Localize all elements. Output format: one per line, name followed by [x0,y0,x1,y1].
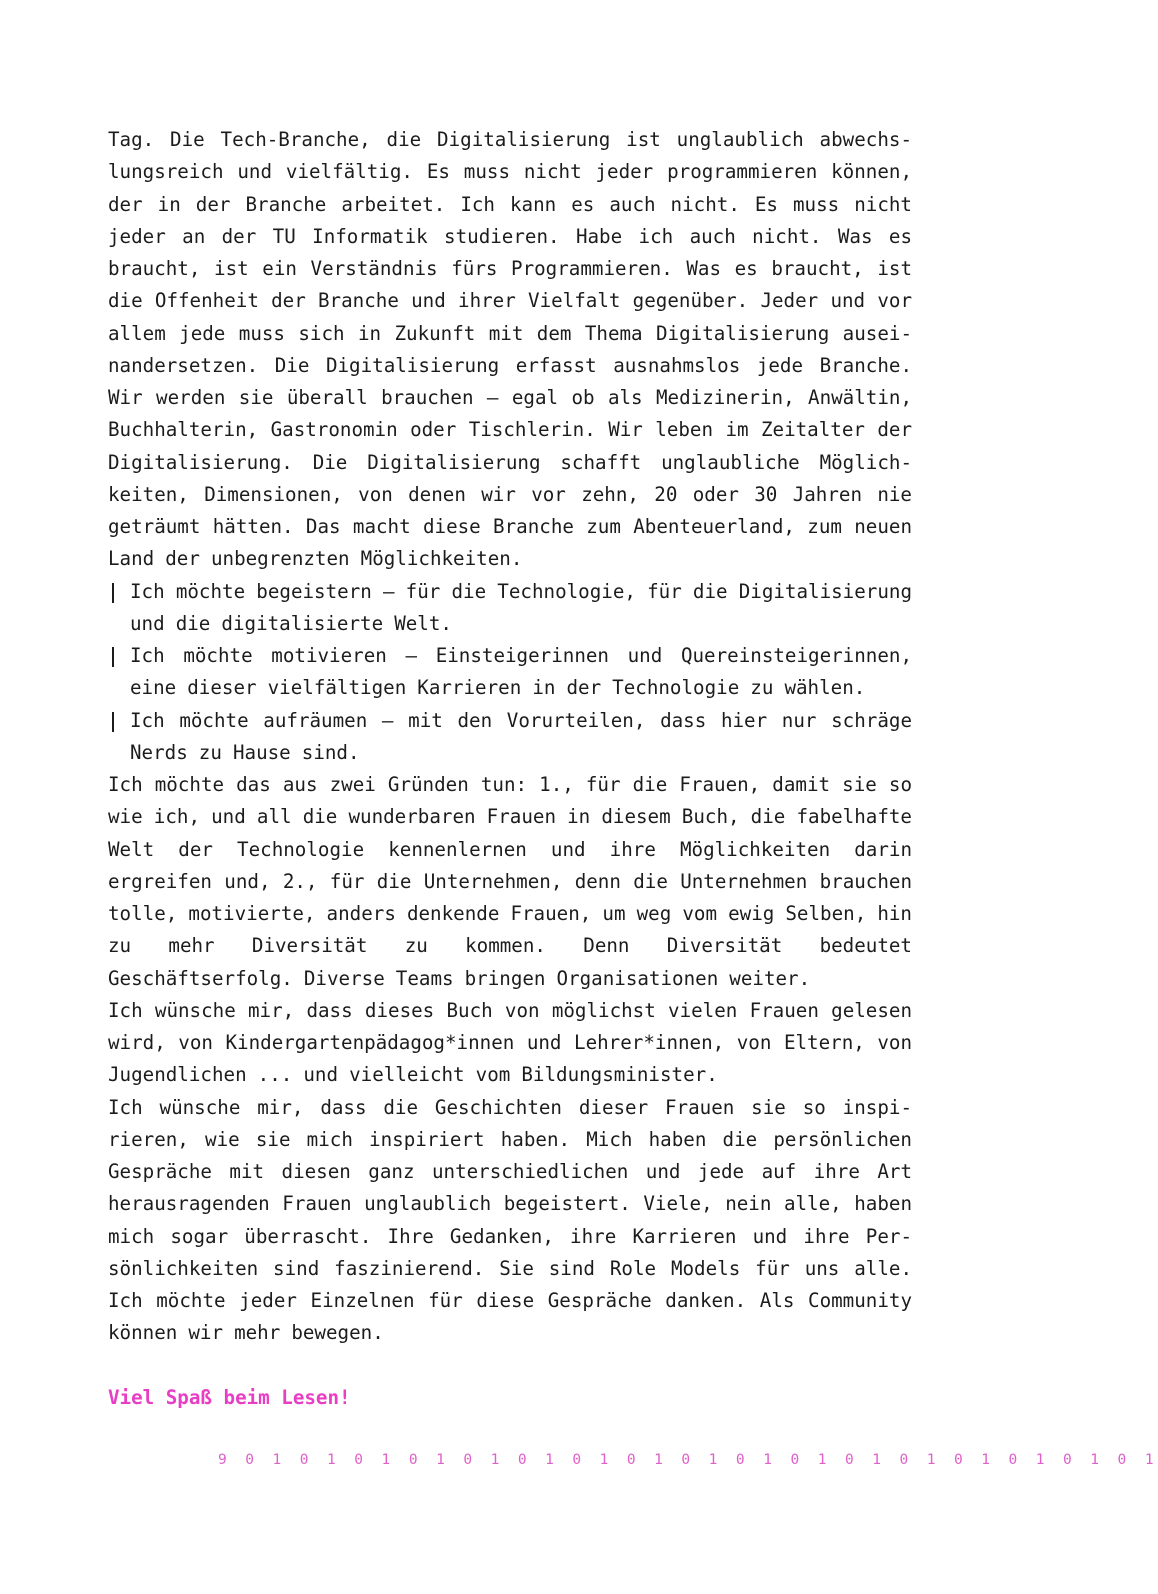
paragraph-reasons: Ich möchte das aus zwei Gründen tun: 1., für die Frauen, damit sie so wie ich, und all die wunderbaren Frauen in diesem Buch, die fabelhafte Welt der Technologie kennenlernen und ihre Möglichkeiten darin ergreifen und, 2., für die Unternehmen, denn die Unternehmen brauchen tolle, motivierte, anders denkende Frauen, um weg vom ewig Selben, hin zu mehr Diversität zu kommen. Denn Diversität bedeutet Geschäftserfolg. Diverse Teams bringen Organisationen weiter. [108,773,912,990]
quote-motivieren [108,640,912,705]
page-number-binary: 9 0 1 0 1 0 1 0 1 0 1 0 1 0 1 0 1 0 1 0 1 0 1 0 1 0 1 0 1 0 1 0 1 0 1 [218,1452,1158,1468]
paragraph-intro: Tag. Die Tech-Branche, die Digitalisierung ist unglaublich abwechslungsreich und vielfältig. Es muss nicht jeder programmieren können, der in der Branche arbeitet. Ich kann es auch nicht. Es muss nicht jeder an der TU Informatik studieren. Habe ich auch nicht. Was es braucht, ist ein Verständnis fürs Programmieren. Was es braucht, ist die Offenheit der Branche und ihrer Vielfalt gegenüber. Jeder und vor allem jede muss sich in Zukunft mit dem Thema Digitalisierung auseinandersetzen. Die Digitalisierung erfasst ausnahmslos jede Branche. Wir werden sie überall brauchen – egal ob als Medizinerin, Anwältin, Buchhalterin, Gastronomin oder Tischlerin. Wir leben im Zeitalter der Digitalisierung. Die Digitalisierung schafft unglaubliche Möglichkeiten, Dimensionen, von denen wir vor zehn, 20 oder 30 Jahren nie geträumt hätten. Das macht diese Branche zum Abenteuerland, zum neuen Land der unbegrenzten Möglichkeiten. [108,128,912,571]
quote-bar [112,712,114,732]
quote-text: Ich möchte begeistern – für die Technologie, für die Digitalisierung und die digitalisierte Welt. [130,579,912,635]
paragraph-wish-inspire: Ich wünsche mir, dass die Geschichten dieser Frauen sie so inspirieren, wie sie mich inspiriert haben. Mich haben die persönlichen Gespräche mit diesen ganz unterschiedlichen und jede auf ihre Art herausragenden Frauen unglaublich begeistert. Viele, nein alle, haben mich sogar überrascht. Ihre Gedanken, ihre Karrieren und ihre Persönlichkeiten sind faszinierend. Sie sind Role Models für uns alle. Ich möchte jeder Einzelnen für diese Gespräche danken. Als Community können wir mehr bewegen. [108,1095,912,1345]
quote-bar [112,647,114,667]
page-body [108,124,912,1414]
quote-bar [112,583,114,603]
quote-text: Ich möchte aufräumen – mit den Vorurteilen, dass hier nur schräge Nerds zu Hause sind. [130,708,912,764]
closing-line: Viel Spaß beim Lesen! [108,1385,351,1409]
quote-aufraeumen [108,705,912,770]
paragraph-wish-readers: Ich wünsche mir, dass dieses Buch von möglichst vielen Frauen gelesen wird, von Kindergartenpädagog*innen und Lehrer*innen, von Eltern, von Jugendlichen ... und vielleicht vom Bildungsminister. [108,998,912,1087]
quote-begeistern [108,576,912,641]
quote-text: Ich möchte motivieren – Einsteigerinnen und Quereinsteigerinnen, eine dieser vielfältigen Karrieren in der Technologie zu wählen. [130,644,912,700]
